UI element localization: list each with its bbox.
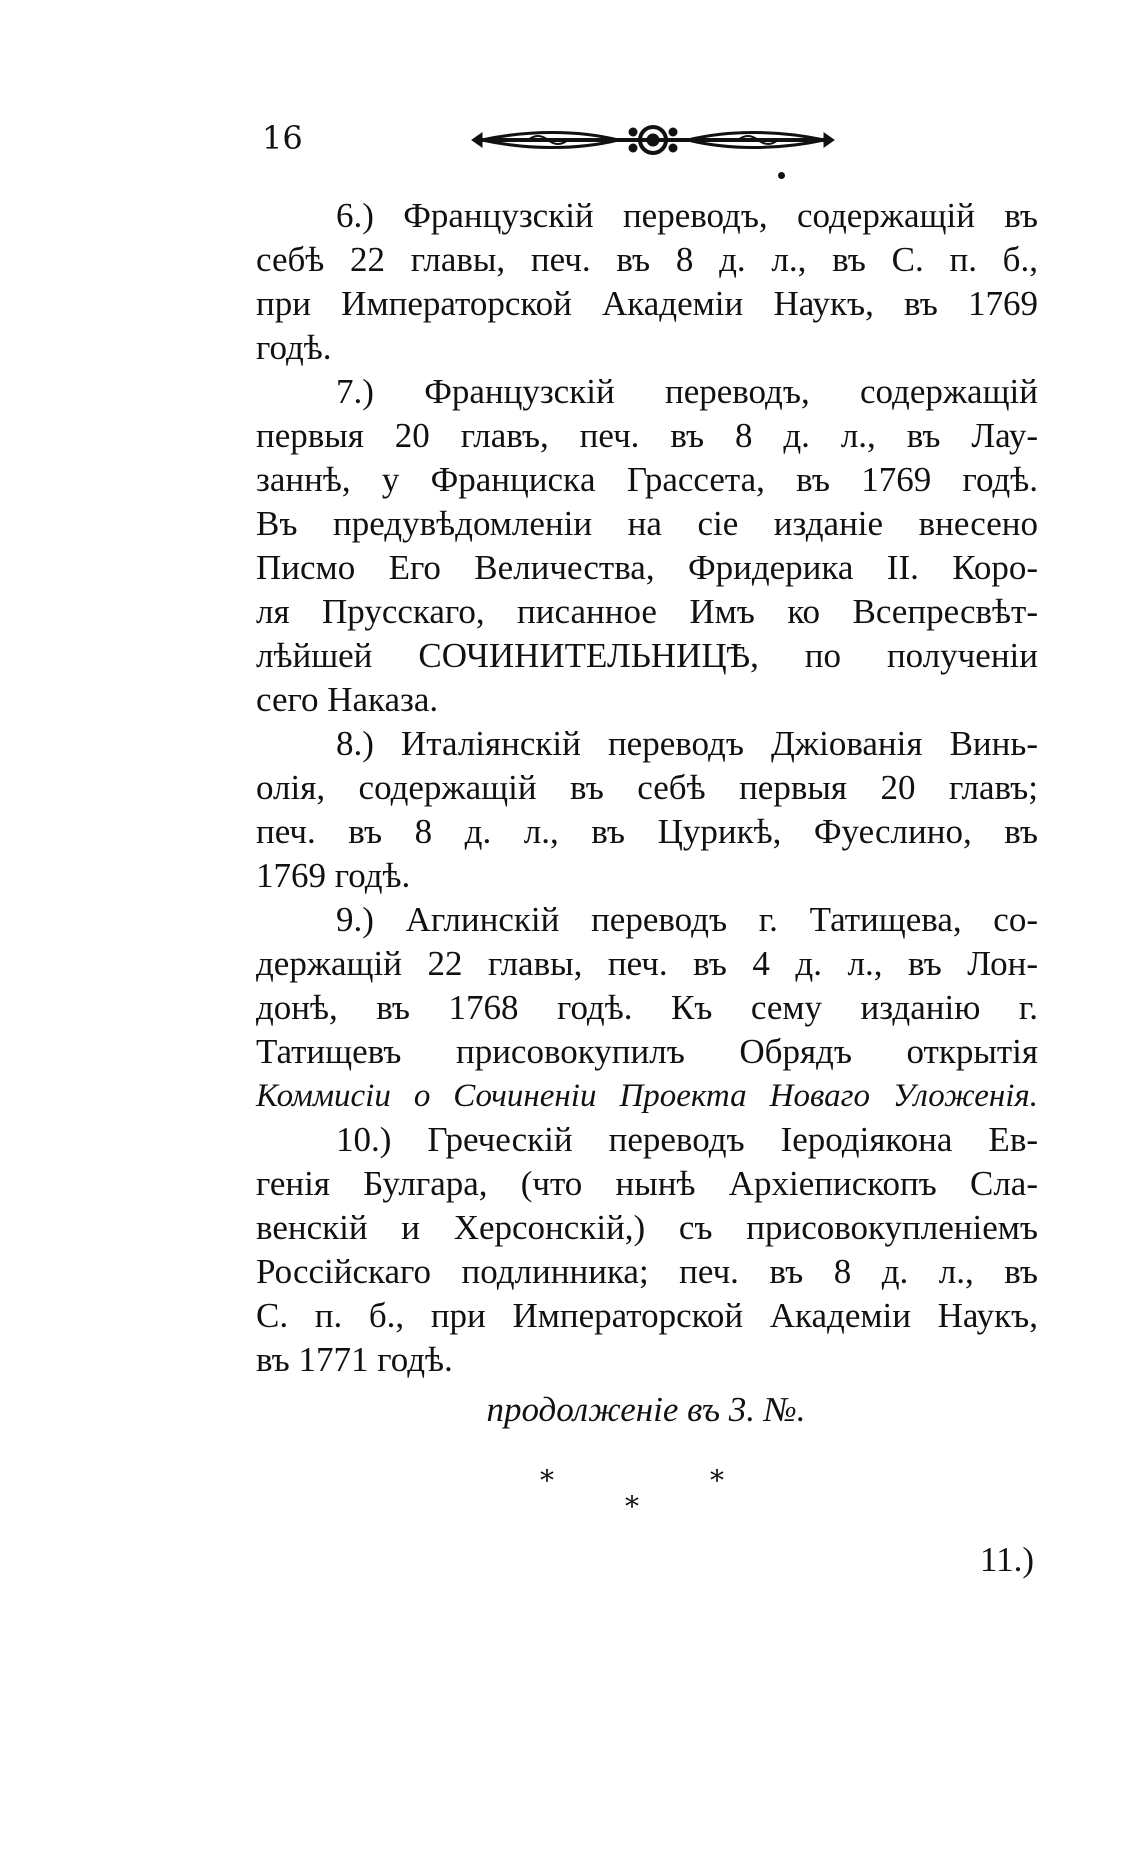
- text-line: Татищевъ присовокупилъ Обрядъ открытія: [256, 1032, 1038, 1071]
- text-line: заннѣ, у Францискa Грассета, въ 1769 годѣ.: [256, 460, 1038, 499]
- entry-7: [256, 370, 1038, 722]
- body-text: [256, 194, 1038, 1382]
- page-number: 16: [262, 119, 303, 157]
- text-line: 10.) Греческій переводъ Іеродіякона Ев-: [336, 1120, 1038, 1159]
- text-line: донѣ, въ 1768 годѣ. Къ сему изданію г.: [256, 988, 1038, 1027]
- asterism: [530, 1464, 760, 1544]
- text-line: въ 1771 годѣ.: [256, 1340, 453, 1379]
- text-line: генія Булгара, (что нынѣ Архіепископъ Сла-: [256, 1164, 1038, 1203]
- text-line: лѣйшей СОЧИНИТЕЛЬНИЦѢ, по полученіи: [256, 636, 1038, 675]
- text-line: держащій 22 главы, печ. въ 4 д. л., въ Лон-: [256, 944, 1038, 983]
- text-line: 6.) Французскій переводъ, содержащій въ: [336, 196, 1038, 235]
- text-line: при Императорской Академіи Наукъ, въ 1769: [256, 284, 1038, 323]
- text-line: 1769 годѣ.: [256, 856, 411, 895]
- continuation-note: [456, 1388, 836, 1432]
- text-line: 7.) Французскій переводъ, содержащій: [336, 372, 1038, 411]
- catchword: 11.): [979, 1540, 1034, 1579]
- text-line: годѣ.: [256, 328, 332, 367]
- asterisk-icon: *: [540, 1464, 554, 1497]
- text-line: себѣ 22 главы, печ. въ 8 д. л., въ С. п. б.,: [256, 240, 1038, 279]
- text-line: 8.) Италіянскій переводъ Джіованія Винь-: [336, 724, 1038, 763]
- text-line: венскій и Херсонскій,) съ присовокупленіемъ: [256, 1208, 1038, 1247]
- text-line: С. п. б., при Императорской Академіи Наукъ,: [256, 1296, 1038, 1335]
- entry-6: [256, 194, 1038, 370]
- stray-dot: [778, 172, 785, 179]
- text-line: Коммисіи о Сочиненіи Проекта Новаго Уложенія.: [256, 1078, 1038, 1114]
- text-line: олія, содержащій въ себѣ первыя 20 главъ;: [256, 768, 1038, 807]
- text-line: первыя 20 главъ, печ. въ 8 д. л., въ Лау-: [256, 416, 1038, 455]
- asterisk-icon: *: [625, 1490, 639, 1523]
- text-line: печ. въ 8 д. л., въ Цурикѣ, Фуеслино, въ: [256, 812, 1038, 851]
- ornament-divider-icon: [468, 120, 838, 160]
- text-line: сего Наказа.: [256, 680, 439, 719]
- entry-8: [256, 722, 1038, 898]
- asterisk-icon: *: [710, 1464, 724, 1497]
- text-line: 9.) Аглинскій переводъ г. Татищева, со-: [336, 900, 1038, 939]
- text-line: ля Прусскаго, писанное Имъ ко Всепресвѣт-: [256, 592, 1038, 631]
- entry-9: [256, 898, 1038, 1118]
- entry-10: [256, 1118, 1038, 1382]
- text-line: Россійскаго подлинника; печ. въ 8 д. л., въ: [256, 1252, 1038, 1291]
- continuation-text: продолженіе въ 3. №.: [486, 1390, 806, 1429]
- text-line: Писмо Его Величества, Фридерика II. Коро-: [256, 548, 1038, 587]
- text-line: Въ предувѣдомленіи на сіе изданіе внесено: [256, 504, 1038, 543]
